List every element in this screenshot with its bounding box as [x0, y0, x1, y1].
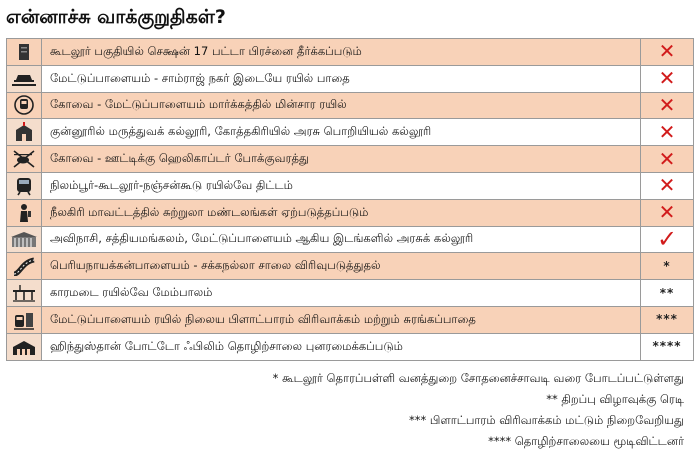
check-mark-icon: ✓: [656, 225, 678, 254]
status-cell: [641, 39, 694, 66]
icon-cell: [7, 306, 42, 333]
train-icon: [7, 175, 41, 197]
road-icon: [7, 256, 41, 276]
electric-train-icon: [7, 94, 41, 116]
icon-cell: [7, 333, 42, 360]
cross-mark-icon: ✕: [658, 119, 676, 144]
table-row: [7, 172, 694, 199]
promises-table: [6, 38, 694, 361]
icon-cell: [7, 92, 42, 119]
helicopter-icon: [7, 148, 41, 170]
bridge-icon: [7, 283, 41, 303]
icon-cell: [7, 65, 42, 92]
government-building-icon: [7, 229, 41, 249]
footnote: **** தொழிற்சாலையை மூடிவிட்டனர்: [488, 434, 684, 448]
cross-mark-icon: ✕: [658, 173, 676, 198]
table-row: [7, 226, 694, 253]
cross-mark-icon: ✕: [658, 39, 676, 64]
footnote: *** பிளாட்பாரம் விரிவாக்கம் மட்டும் நிறைவேறியது: [408, 413, 684, 427]
status-stars: ****: [652, 339, 682, 354]
promise-text: குன்னூரில் மருத்துவக் கல்லூரி, கோத்தகிரியில் அரசு பொறியியல் கல்லூரி: [42, 119, 641, 146]
table-row: [7, 306, 694, 333]
cross-mark-icon: ✕: [658, 92, 676, 117]
table-row: [7, 92, 694, 119]
promise-text: மேட்டுப்பாளையம் ரயில் நிலைய பிளாட்பாரம் விரிவாக்கம் மற்றும் சுரங்கப்பாதை: [42, 306, 641, 333]
factory-icon: [7, 337, 41, 357]
promise-text: நிலம்பூர்-கூடலூர்-நஞ்சன்கூடு ரயில்வே திட்டம்: [42, 172, 641, 199]
status-cell: [641, 306, 694, 333]
footnotes: [273, 368, 684, 452]
status-cell: [641, 92, 694, 119]
tourist-icon: [7, 202, 41, 224]
footnote: * கூடலூர் தொரப்பள்ளி வனத்துறை சோதனைச்சாவடி வரை போடப்பட்டுள்ளது: [272, 371, 684, 385]
promise-text: நீலகிரி மாவட்டத்தில் சுற்றுலா மண்டலங்கள் ஏற்படுத்தப்படும்: [42, 199, 641, 226]
table-row: [7, 280, 694, 307]
table-row: [7, 146, 694, 173]
status-cell: [641, 253, 694, 280]
page-title: என்னாச்சு வாக்குறுதிகள்?: [6, 6, 226, 28]
icon-cell: [7, 199, 42, 226]
cross-mark-icon: ✕: [658, 200, 676, 225]
document-icon: [7, 42, 41, 62]
promise-text: பெரியநாயக்கன்பாளையம் - சக்கநல்லா சாலை விரிவுபடுத்துதல்: [42, 253, 641, 280]
promise-text: கோவை - ஊட்டிக்கு ஹெலிகாப்டர் போக்குவரத்து: [42, 146, 641, 173]
status-stars: *: [663, 258, 671, 273]
promise-text: அவிநாசி, சத்தியமங்கலம், மேட்டுப்பாளையம் ஆகிய இடங்களில் அரசுக் கல்லூரி: [42, 226, 641, 253]
rail-track-icon: [7, 69, 41, 89]
icon-cell: [7, 39, 42, 66]
promise-text: கோவை - மேட்டுப்பாளையம் மார்க்கத்தில் மின்சார ரயில்: [42, 92, 641, 119]
status-cell: [641, 280, 694, 307]
status-cell: [641, 226, 694, 253]
table-row: [7, 253, 694, 280]
status-cell: [641, 119, 694, 146]
status-cell: [641, 199, 694, 226]
icon-cell: [7, 146, 42, 173]
promise-text: ஹிந்துஸ்தான் போட்டோ ஃபிலிம் தொழிற்சாலை புனரமைக்கப்படும்: [42, 333, 641, 360]
cross-mark-icon: ✕: [658, 146, 676, 171]
icon-cell: [7, 119, 42, 146]
table-row: [7, 119, 694, 146]
promise-text: காரமடை ரயில்வே மேம்பாலம்: [42, 280, 641, 307]
status-cell: [641, 333, 694, 360]
table-row: [7, 39, 694, 66]
icon-cell: [7, 253, 42, 280]
status-cell: [641, 65, 694, 92]
promise-text: கூடலூர் பகுதியில் செக்ஷன் 17 பட்டா பிரச்னை தீர்க்கப்படும்: [42, 39, 641, 66]
footnote: ** திறப்பு விழாவுக்கு ரெடி: [546, 392, 684, 406]
promise-text: மேட்டுப்பாளையம் - சாம்ராஜ் நகர் இடையே ரயில் பாதை: [42, 65, 641, 92]
status-cell: [641, 172, 694, 199]
icon-cell: [7, 280, 42, 307]
cross-mark-icon: ✕: [658, 66, 676, 91]
table-row: [7, 333, 694, 360]
college-building-icon: [7, 121, 41, 143]
table-row: [7, 199, 694, 226]
icon-cell: [7, 226, 42, 253]
status-stars: ***: [656, 312, 678, 327]
status-cell: [641, 146, 694, 173]
table-row: [7, 65, 694, 92]
icon-cell: [7, 172, 42, 199]
station-icon: [7, 309, 41, 331]
status-stars: **: [659, 285, 675, 300]
